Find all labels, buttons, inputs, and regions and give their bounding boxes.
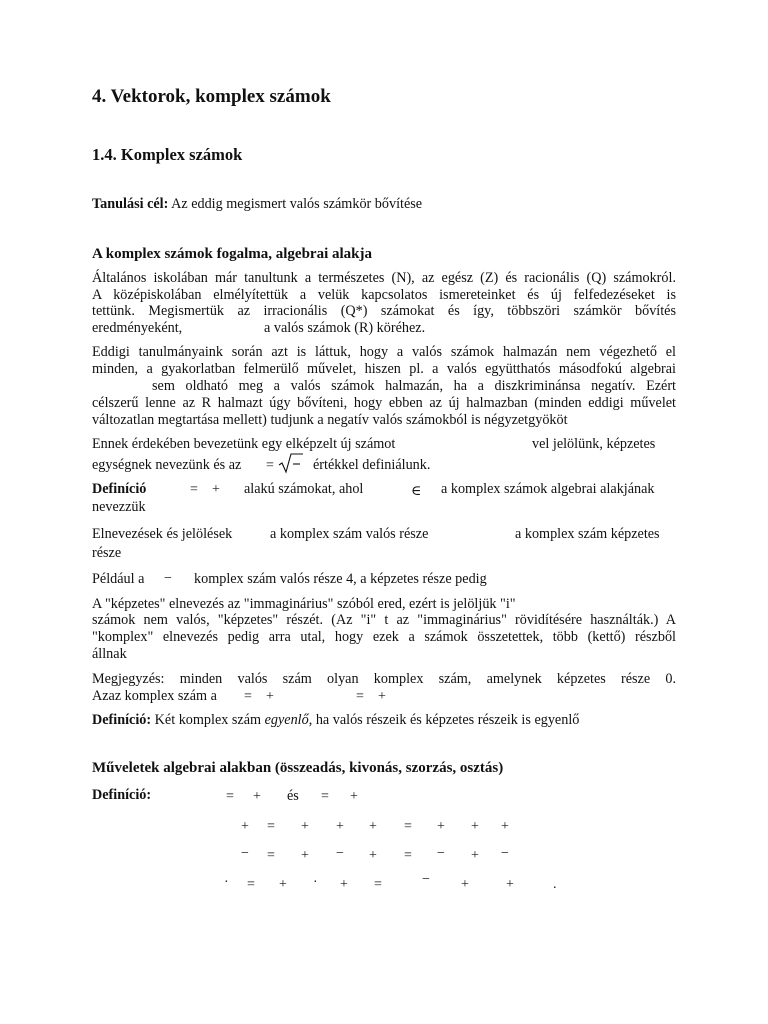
p4-line: A "képzetes" elnevezés az "immaginárius" szóból ered, ezért is jelöljük "i" bbox=[92, 596, 516, 612]
equals-symbol: = bbox=[356, 689, 364, 704]
definition-text: nevezzük bbox=[92, 499, 146, 515]
learning-goal bbox=[92, 196, 422, 213]
plus-symbol: + bbox=[369, 819, 377, 834]
p2-line: minden, a gyakorlatban felmerülő művelet, hiszen pl. a valós együtthatós másodfokú algebrai bbox=[92, 361, 676, 377]
plus-symbol: + bbox=[471, 848, 479, 863]
p2-line: sem oldható meg a valós számok halmazán, ha a diszkriminánsa negatív. Ezért bbox=[152, 378, 676, 394]
definition-label: Definíció: bbox=[92, 712, 152, 728]
p1-line: eredményeként, bbox=[92, 320, 183, 336]
equals-symbol: = bbox=[267, 848, 275, 863]
definition-equality bbox=[92, 712, 579, 729]
plus-symbol: + bbox=[241, 819, 249, 834]
p3-text: egységnek nevezünk és az bbox=[92, 457, 242, 473]
p2-line: Eddigi tanulmányaink során azt is láttuk, hogy a valós számok halmazán nem végezhető el bbox=[92, 344, 676, 360]
period-symbol: . bbox=[553, 877, 557, 892]
plus-symbol: + bbox=[471, 819, 479, 834]
equals-symbol: = bbox=[404, 819, 412, 834]
plus-symbol: + bbox=[378, 689, 386, 704]
equals-symbol: = bbox=[404, 848, 412, 863]
definition-label: Definíció: bbox=[92, 787, 152, 803]
plus-symbol: + bbox=[301, 819, 309, 834]
equals-symbol: = bbox=[267, 819, 275, 834]
plus-symbol: + bbox=[266, 689, 274, 704]
notation-text: Elnevezések és jelölések bbox=[92, 526, 233, 542]
p4-line: számok nem valós, "képzetes" részét. (Az "i" t az "immaginárius" rövidítésére használták.) A bbox=[92, 612, 676, 628]
minus-symbol: − bbox=[422, 872, 430, 887]
learning-goal-label: Tanulási cél: bbox=[92, 196, 169, 212]
equals-symbol: = bbox=[266, 458, 274, 473]
notation-text: a komplex szám képzetes bbox=[515, 526, 660, 542]
p3-text: vel jelölünk, képzetes bbox=[532, 436, 656, 452]
subsection-title-operations: Műveletek algebrai alakban (összeadás, kivonás, szorzás, osztás) bbox=[92, 760, 504, 776]
plus-symbol: + bbox=[437, 819, 445, 834]
minus-symbol: − bbox=[336, 846, 344, 861]
plus-symbol: + bbox=[506, 877, 514, 892]
p1-line: a valós számok (R) köréhez. bbox=[264, 320, 426, 336]
p1-line: tettünk. Megismertük az irracionális (Q*) számokat és így, többszöri számkör bővítés bbox=[92, 303, 676, 319]
chapter-title: 4. Vektorok, komplex számok bbox=[92, 86, 331, 107]
p2-line: célszerű lenne az R halmazt úgy bővíteni, hogy ebben az új halmazban (minden eddigi művelet bbox=[92, 395, 676, 411]
equals-symbol: = bbox=[190, 482, 198, 497]
p1-line: A középiskolában elmélyítettük a velük kapcsolatos ismereteinket és új felfedezéseket is bbox=[92, 287, 676, 303]
minus-symbol: − bbox=[437, 846, 445, 861]
plus-symbol: + bbox=[340, 877, 348, 892]
definition-text: , ha valós részeik és képzetes részeik is egyenlő bbox=[308, 712, 580, 728]
p1-line: Általános iskolában már tanultunk a természetes (N), az egész (Z) és racionális (Q) számokról. bbox=[92, 270, 676, 286]
notation-text: a komplex szám valós része bbox=[270, 526, 429, 542]
definition-text: alakú számokat, ahol bbox=[244, 481, 364, 497]
equals-symbol: = bbox=[247, 877, 255, 892]
plus-symbol: + bbox=[350, 789, 358, 804]
and-text: és bbox=[287, 788, 299, 804]
section-title: 1.4. Komplex számok bbox=[92, 145, 243, 164]
minus-symbol: − bbox=[164, 571, 172, 586]
dot-symbol: · bbox=[224, 875, 229, 890]
equals-symbol: = bbox=[226, 789, 234, 804]
plus-symbol: + bbox=[501, 819, 509, 834]
subsection-title-concept: A komplex számok fogalma, algebrai alakja bbox=[92, 246, 372, 262]
p3-text: értékkel definiálunk. bbox=[313, 457, 431, 473]
definition-text: a komplex számok algebrai alakjának bbox=[441, 481, 655, 497]
plus-symbol: + bbox=[369, 848, 377, 863]
definition-emphasis: egyenlő bbox=[264, 712, 309, 728]
equals-symbol: = bbox=[321, 789, 329, 804]
square-root-symbol bbox=[278, 452, 304, 474]
example-text: komplex szám valós része 4, a képzetes része pedig bbox=[194, 571, 487, 587]
example-text: Például a bbox=[92, 571, 145, 587]
plus-symbol: + bbox=[253, 789, 261, 804]
minus-symbol: − bbox=[241, 846, 249, 861]
plus-symbol: + bbox=[336, 819, 344, 834]
plus-symbol: + bbox=[461, 877, 469, 892]
p2-line: változatlan megtartása mellett) tudjunk a negatív valós számokból is négyzetgyököt bbox=[92, 412, 568, 428]
plus-symbol: + bbox=[279, 877, 287, 892]
note-line: Megjegyzés: minden valós szám olyan komplex szám, amelynek képzetes része 0. bbox=[92, 671, 676, 687]
plus-symbol: + bbox=[212, 482, 220, 497]
p4-line: "komplex" elnevezés pedig arra utal, hogy ezek a számok összetettek, több (kettő) részből bbox=[92, 629, 676, 645]
plus-symbol: + bbox=[301, 848, 309, 863]
p4-line: állnak bbox=[92, 646, 127, 662]
learning-goal-text: Az eddig megismert valós számkör bővítése bbox=[171, 196, 423, 212]
minus-symbol: − bbox=[501, 846, 509, 861]
element-of-symbol: ∈ bbox=[411, 484, 422, 499]
note-line: Azaz komplex szám a bbox=[92, 688, 217, 704]
equals-symbol: = bbox=[374, 877, 382, 892]
notation-text: része bbox=[92, 545, 122, 561]
p3-text: Ennek érdekében bevezetünk egy elképzelt új számot bbox=[92, 436, 396, 452]
equals-symbol: = bbox=[244, 689, 252, 704]
definition-label: Definíció bbox=[92, 481, 147, 497]
definition-text: Két komplex szám bbox=[154, 712, 262, 728]
dot-symbol: · bbox=[313, 875, 318, 890]
